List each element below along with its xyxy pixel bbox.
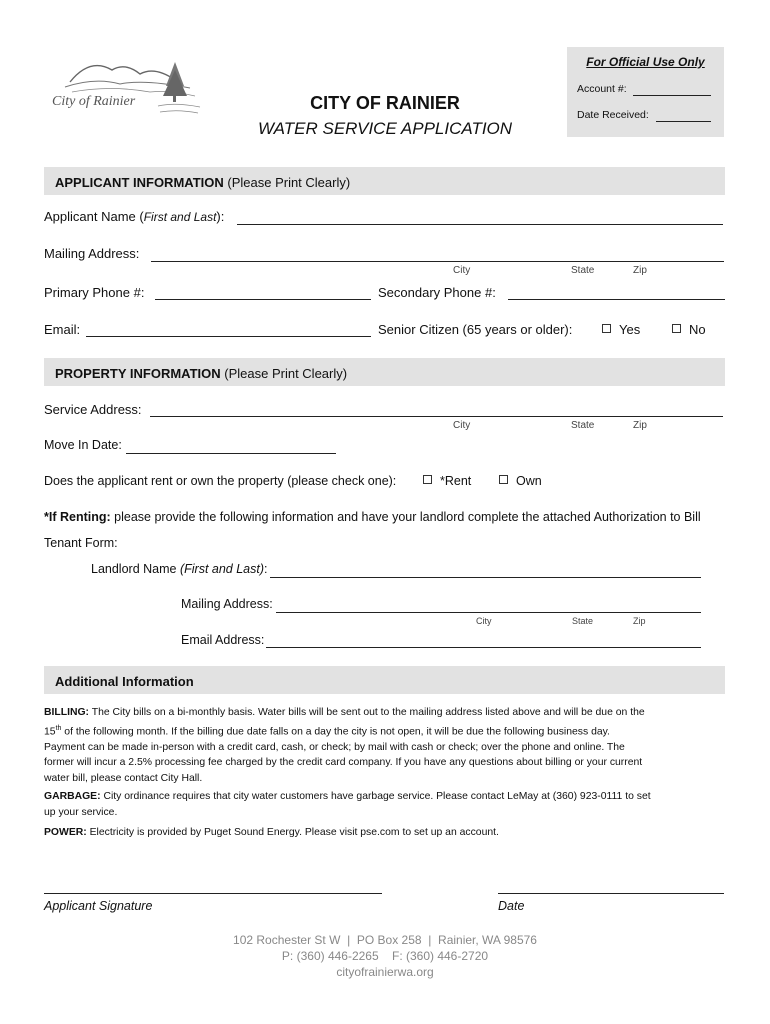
- form-subtitle: WATER SERVICE APPLICATION: [257, 119, 513, 138]
- email-label: Email:: [44, 322, 81, 337]
- senior-citizen-label: Senior Citizen (65 years or older):: [378, 322, 573, 337]
- checkbox-icon: [602, 324, 611, 333]
- logo-text: City of Rainier: [52, 94, 136, 109]
- account-field[interactable]: [633, 95, 711, 96]
- property-section-header: [44, 358, 725, 386]
- email-field[interactable]: [86, 336, 371, 337]
- own-checkbox[interactable]: Own: [499, 474, 542, 488]
- city-caption: City: [476, 616, 492, 626]
- garbage-paragraph: GARBAGE: City ordinance requires that city water customers have garbage service. Please contact LeMay at (360) 923-0111 to set up your service.: [44, 791, 651, 818]
- property-section-title: PROPERTY INFORMATION: [55, 366, 221, 381]
- renting-instruction: *If Renting: please provide the following information and have your landlord complete the attached Authorization to Bill: [44, 510, 701, 524]
- city-caption: City: [453, 420, 471, 431]
- zip-caption: Zip: [633, 420, 647, 431]
- official-use-heading: For Official Use Only: [586, 55, 705, 69]
- zip-caption: Zip: [633, 265, 647, 276]
- landlord-mailing-field[interactable]: [276, 612, 701, 613]
- landlord-email-field[interactable]: [266, 647, 701, 648]
- renting-instruction-cont: Tenant Form:: [44, 536, 118, 550]
- checkbox-icon: [672, 324, 681, 333]
- secondary-phone-label: Secondary Phone #:: [378, 285, 496, 300]
- date-signature-label: Date: [498, 899, 525, 913]
- applicant-signature-label: Applicant Signature: [44, 899, 153, 913]
- mailing-address-label: Mailing Address:: [44, 246, 140, 261]
- form-title: CITY OF RAINIER: [310, 93, 460, 113]
- checkbox-icon: [423, 475, 432, 484]
- landlord-mailing-label: Mailing Address:: [181, 597, 273, 611]
- billing-paragraph: BILLING: The City bills on a bi-monthly basis. Water bills will be sent out to the mailing address listed above and will be due on the 15th of the following month. If the billing due date falls on a day the city is not open, it will be due the following business day. Payment can be made in-person with a credit card, cash, or check; by mail with cash or check; over the phone and online. The former will incur a 2.5% processing fee charged by the credit card company. If you have any questions about billing or your current water bill, please contact City Hall.: [44, 707, 645, 784]
- applicant-section-note: (Please Print Clearly): [227, 175, 351, 190]
- move-in-date-field[interactable]: [126, 453, 336, 454]
- applicant-name-field[interactable]: [237, 224, 723, 225]
- footer-website: cityofrainierwa.org: [336, 965, 434, 979]
- senior-no-checkbox[interactable]: No: [672, 322, 706, 337]
- date-signature-field[interactable]: [498, 893, 724, 894]
- footer-address: 102 Rochester St W | PO Box 258 | Rainier, WA 98576: [233, 933, 537, 947]
- city-caption: City: [453, 265, 471, 276]
- applicant-section-header: [44, 167, 725, 195]
- rent-checkbox[interactable]: *Rent: [423, 474, 471, 488]
- account-label: Account #:: [577, 83, 627, 95]
- landlord-name-label: Landlord Name (First and Last):: [91, 562, 268, 576]
- move-in-date-label: Move In Date:: [44, 438, 122, 452]
- service-address-label: Service Address:: [44, 402, 142, 417]
- power-paragraph: POWER: Electricity is provided by Puget Sound Energy. Please visit pse.com to set up an account.: [44, 827, 499, 838]
- landlord-name-field[interactable]: [270, 577, 701, 578]
- city-logo: [50, 52, 205, 118]
- state-caption: State: [571, 420, 595, 431]
- official-use-box: [567, 47, 724, 137]
- footer-phones: P: (360) 446-2265 F: (360) 446-2720: [281, 949, 489, 963]
- rent-own-question: Does the applicant rent or own the property (please check one):: [44, 474, 397, 488]
- primary-phone-label: Primary Phone #:: [44, 285, 145, 300]
- date-received-label: Date Received:: [577, 109, 649, 121]
- mailing-address-field[interactable]: [151, 261, 724, 262]
- checkbox-icon: [499, 475, 508, 484]
- primary-phone-field[interactable]: [155, 299, 371, 300]
- secondary-phone-field[interactable]: [508, 299, 725, 300]
- date-received-field[interactable]: [656, 121, 711, 122]
- zip-caption: Zip: [633, 616, 646, 626]
- state-caption: State: [572, 616, 594, 626]
- landlord-email-label: Email Address:: [181, 633, 265, 647]
- additional-section-title: Additional Information: [55, 674, 194, 689]
- state-caption: State: [571, 265, 595, 276]
- applicant-signature-field[interactable]: [44, 893, 382, 894]
- property-section-note: (Please Print Clearly): [224, 366, 348, 381]
- applicant-section-title: APPLICANT INFORMATION: [55, 175, 224, 190]
- additional-section-header: [44, 666, 725, 694]
- applicant-name-label: Applicant Name (First and Last):: [44, 209, 225, 224]
- senior-yes-checkbox[interactable]: Yes: [602, 322, 640, 337]
- service-address-field[interactable]: [150, 416, 723, 417]
